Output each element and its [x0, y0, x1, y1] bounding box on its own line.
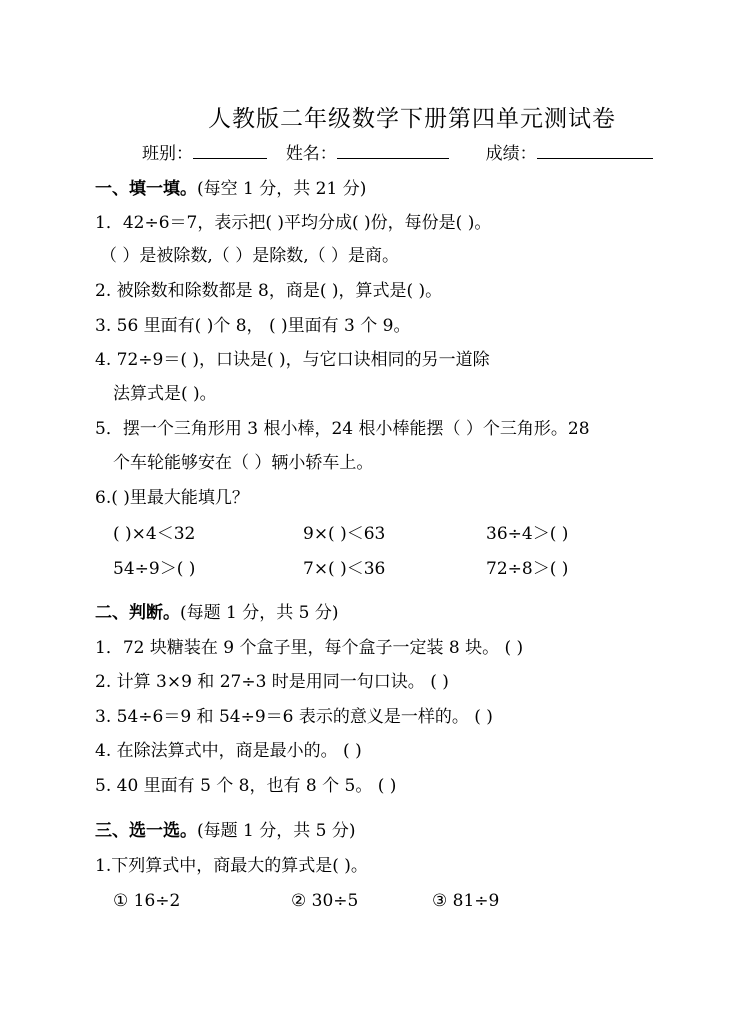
judge-item-2: 2. 计算 3×9 和 27÷3 时是用同一句口诀。 ( ): [95, 672, 449, 692]
choice-option-3: ③ 81÷9: [432, 891, 500, 911]
class-label: 班别：: [142, 144, 193, 164]
question-1-1b: （ ）是被除数,（ ）是除数,（ ）是商。: [100, 246, 400, 266]
choice-question-1: 1.下列算式中，商最大的算式是( )。: [95, 856, 368, 876]
judge-item-4: 4. 在除法算式中，商是最小的。 ( ): [95, 741, 362, 761]
question-1-5b: 个车轮能够安在（ ）辆小轿车上。: [113, 453, 374, 473]
class-field: [193, 142, 267, 159]
question-1-1a: 1．42÷6＝7，表示把( )平均分成( )份，每份是( )。: [95, 213, 492, 233]
question-1-5a: 5．摆一个三角形用 3 根小棒，24 根小棒能摆（ ）个三角形。28: [95, 419, 590, 439]
q6-item: 54÷9＞( ): [113, 559, 196, 579]
question-1-6: 6.( )里最大能填几？: [95, 488, 249, 508]
section-3-heading: 三、选一选。(每题 1 分，共 5 分): [95, 821, 356, 841]
page-title: 人教版二年级数学下册第四单元测试卷: [208, 106, 616, 132]
question-1-4a: 4. 72÷9＝( )，口诀是( )，与它口诀相同的另一道除: [95, 350, 490, 370]
score-label: 成绩：: [485, 144, 537, 164]
q6-item: 36÷4＞( ): [486, 524, 569, 544]
judge-item-1: 1．72 块糖装在 9 个盒子里，每个盒子一定装 8 块。 ( ): [95, 638, 524, 658]
question-1-2: 2. 被除数和除数都是 8，商是( )，算式是( )。: [95, 281, 443, 301]
student-info-row: [142, 142, 653, 165]
judge-item-5: 5. 40 里面有 5 个 8，也有 8 个 5。 ( ): [95, 776, 397, 796]
question-1-3: 3. 56 里面有( )个 8， ( )里面有 3 个 9。: [95, 316, 411, 336]
choice-option-2: ② 30÷5: [291, 891, 359, 911]
q6-item: 9×( )＜63: [303, 524, 386, 544]
name-label: 姓名：: [285, 144, 337, 164]
section-2-heading: 二、判断。(每题 1 分，共 5 分): [95, 603, 339, 623]
score-field: [537, 142, 653, 159]
q6-item: ( )×4＜32: [113, 524, 196, 544]
name-field: [337, 142, 449, 159]
question-1-4b: 法算式是( )。: [113, 384, 217, 404]
q6-item: 7×( )＜36: [303, 559, 386, 579]
judge-item-3: 3. 54÷6＝9 和 54÷9＝6 表示的意义是一样的。 ( ): [95, 707, 493, 727]
choice-option-1: ① 16÷2: [113, 891, 181, 911]
section-1-heading: 一、填一填。(每空 1 分，共 21 分): [95, 179, 367, 199]
q6-item: 72÷8＞( ): [486, 559, 569, 579]
